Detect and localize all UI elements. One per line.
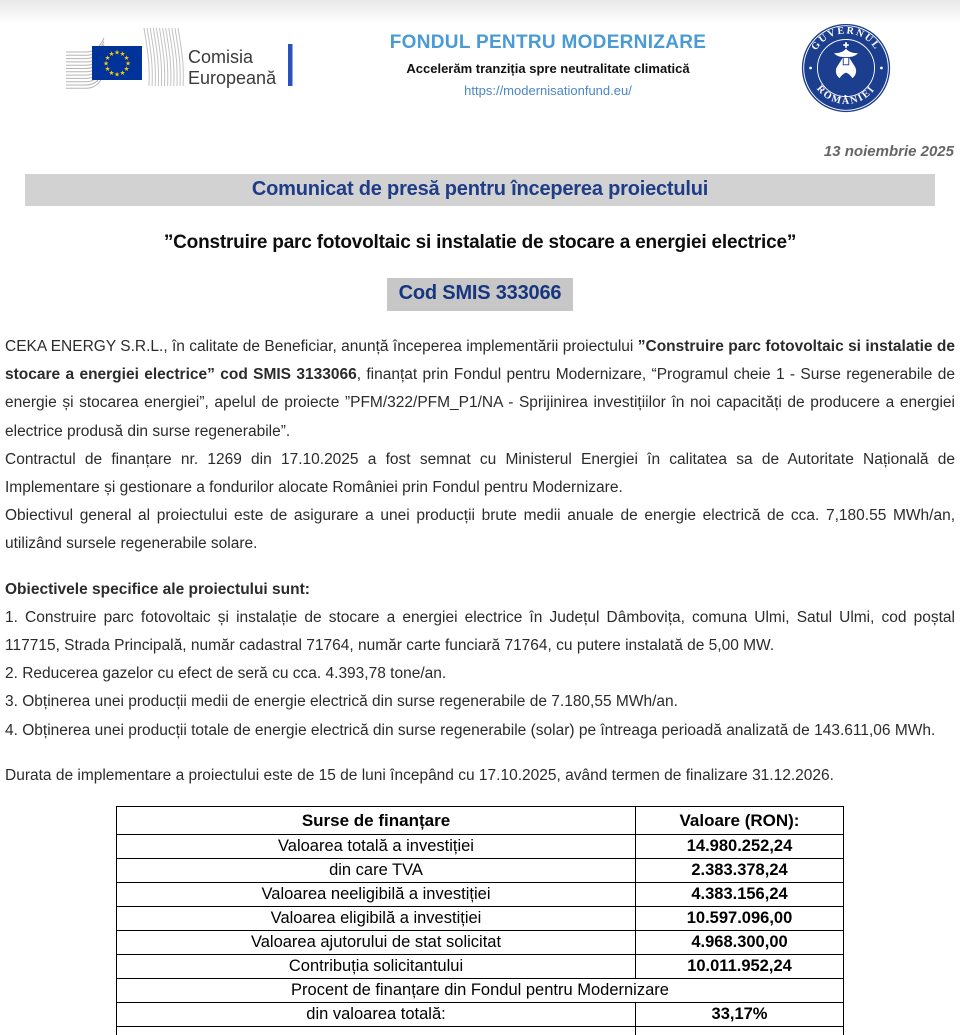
paragraph: 4. Obținerea unei producții totale de energie electrică din surse regenerabile (solar) pe întreaga perioadă analizată de 143.611,06 MWh.: [5, 721, 936, 739]
label-cell: Valoarea totală a investiției: [117, 835, 636, 859]
value-cell: 4.383.156,24: [636, 883, 844, 907]
commission-name-line2: Europeană: [188, 68, 277, 88]
paragraph: Obiectivele specifice ale proiectului sunt:: [5, 580, 310, 598]
partial-cell: [636, 1027, 844, 1035]
svg-text:★: ★: [114, 48, 120, 57]
financing-rows: [117, 835, 844, 979]
financing-table: [116, 806, 844, 1035]
smis-code-badge: Cod SMIS 333066: [387, 278, 574, 311]
paragraph: Contractul de finanțare nr. 1269 din 17.10.2025 a fost semnat cu Ministerul Energiei în calitatea sa de Autoritate Națională de Implementare și gestionare a fondurilor alocate României prin Fondul pentru Modernizare.: [5, 450, 955, 497]
table-header-row: [117, 807, 844, 835]
svg-text:★: ★: [119, 50, 126, 58]
fund-url: [390, 83, 706, 98]
table-partial-row: [117, 1027, 844, 1035]
svg-text:★: ★: [108, 50, 115, 58]
svg-text:★: ★: [103, 59, 109, 68]
value-cell: 10.011.952,24: [636, 955, 844, 979]
eu-flag-icon: [92, 46, 142, 80]
gov-logo-bottom-text: ROMÂNIEI: [814, 83, 878, 107]
svg-text:★: ★: [104, 54, 111, 62]
span-row-label: Procent de finanțare din Fondul pentru Modernizare: [117, 979, 844, 1003]
body-paragraphs: [5, 333, 955, 790]
gov-romania-logo: [800, 22, 892, 119]
fund-title: FONDUL PENTRU MODERNIZARE: [389, 32, 707, 53]
fund-header-block: [390, 24, 706, 98]
press-release-banner-title: Comunicat de presă pentru începerea proiectului: [251, 178, 709, 200]
header: [0, 0, 960, 119]
document-date: 13 noiembrie 2025: [823, 143, 954, 160]
col-header-value: Valoare (RON):: [636, 807, 844, 835]
table-span-row: [117, 979, 844, 1003]
paragraph: 1. Construire parc fotovoltaic și instalație de stocare a energiei electrice în Județul Dâmbovița, comuna Ulmi, Satul Ulmi, cod poștal 117715, Strada Principală, număr cadastral 71764, număr carte funciară 71764, cu putere instalată de 5,00 MW.: [5, 608, 955, 655]
eu-commission-logo-graphic: [64, 24, 296, 100]
paragraph: CEKA ENERGY S.R.L., în calitate de Beneficiar, anunță începerea implementării proiectului ”Construire parc fotovoltaic si instalatie de stocare a energiei electrice” cod SMIS 3133066, finanțat prin Fondul pentru Modernizare, “Programul cheie 1 - Surse regenerabile de energie și stocarea energiei”, apelul de proiecte ”PFM/322/PFM_P1/NA - Sprijinirea investițiilor în noi capacități de producere a energiei electrice produsă din surse regenerabile”.: [5, 338, 956, 440]
value-cell: 4.968.300,00: [636, 931, 844, 955]
svg-text:★: ★: [114, 70, 120, 79]
table-row: [117, 883, 844, 907]
table-row: [117, 931, 844, 955]
fund-subtitle: Accelerăm tranziția spre neutralitate climatică: [406, 61, 690, 76]
value-cell: 14.980.252,24: [636, 835, 844, 859]
gov-emblem-icon: [800, 22, 892, 114]
svg-text:★: ★: [123, 65, 130, 73]
svg-text:★: ★: [123, 54, 130, 62]
paragraph: Durata de implementare a proiectului este de 15 de luni începând cu 17.10.2025, având termen de finalizare 31.12.2026.: [5, 766, 834, 784]
col-header-sources: Surse de finanțare: [117, 807, 636, 835]
eu-commission-logo: [64, 24, 296, 105]
svg-text:★: ★: [119, 69, 126, 77]
label-cell: Valoarea ajutorului de stat solicitat: [117, 931, 636, 955]
table-row: [117, 859, 844, 883]
percent-row-value: 33,17%: [636, 1003, 844, 1027]
partial-cell: [117, 1027, 636, 1035]
table-percent-row: [117, 1003, 844, 1027]
svg-text:★: ★: [108, 69, 115, 77]
table-row: [117, 955, 844, 979]
project-title: ”Construire parc fotovoltaic si instalatie de stocare a energiei electrice”: [163, 232, 797, 253]
fund-url-link[interactable]: https://modernisationfund.eu/: [464, 83, 632, 98]
label-cell: Valoarea neeligibilă a investiției: [117, 883, 636, 907]
value-cell: 2.383.378,24: [636, 859, 844, 883]
value-cell: 10.597.096,00: [636, 907, 844, 931]
paragraph: Obiectivul general al proiectului este de asigurare a unei producții brute medii anuale de energie electrică de cca. 7,180.55 MWh/an, utilizând sursele regenerabile solare.: [5, 507, 955, 553]
label-cell: Contribuția solicitantului: [117, 955, 636, 979]
eu-lines-right: [144, 28, 183, 86]
table-row: [117, 907, 844, 931]
commission-name-line1: Comisia: [188, 47, 254, 67]
press-release-banner: [25, 174, 935, 206]
svg-text:★: ★: [125, 59, 131, 68]
gov-logo-top-text: GUVERNUL: [809, 25, 883, 53]
paragraph: 2. Reducerea gazelor cu efect de seră cu cca. 4.393,78 tone/an.: [5, 665, 447, 683]
table-row: [117, 835, 844, 859]
percent-row-label: din valoarea totală:: [117, 1003, 636, 1027]
svg-text:★: ★: [104, 65, 111, 73]
label-cell: din care TVA: [117, 859, 636, 883]
smis-code-wrap: [0, 278, 960, 311]
paragraph: 3. Obținerea unei producții medii de energie electrică din surse regenerabile de 7.180,55 MWh/an.: [5, 693, 678, 711]
label-cell: Valoarea eligibilă a investiției: [117, 907, 636, 931]
commission-separator-bar: [288, 44, 293, 86]
